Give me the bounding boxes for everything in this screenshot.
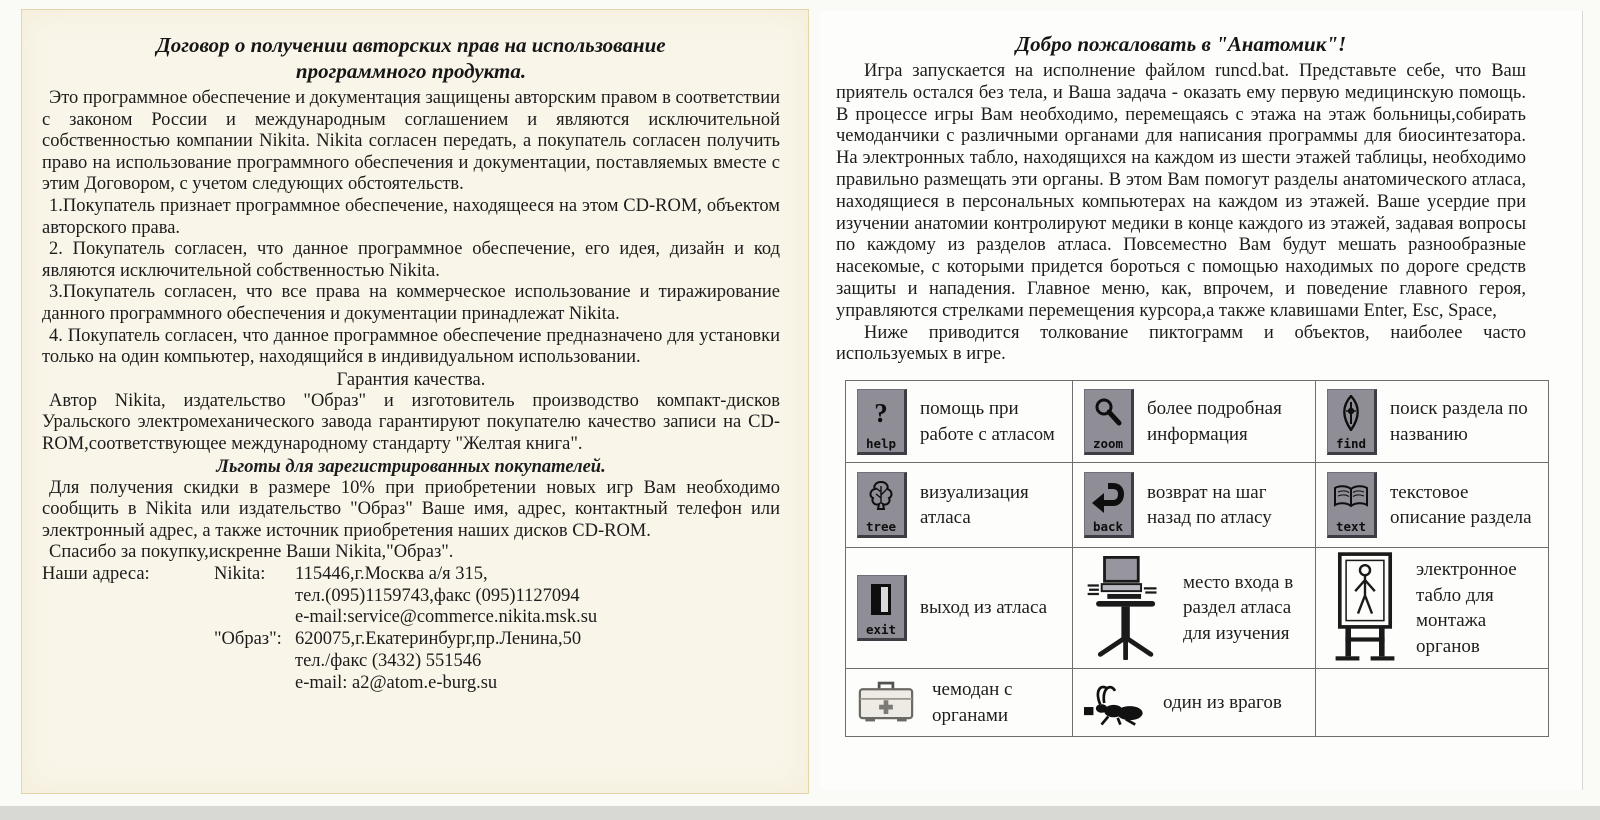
obraz-address: 620075,г.Екатеринбург,пр.Ленина,50 bbox=[295, 629, 582, 650]
thanks-line: Спасибо за покупку,искренне Ваши Nikita,"Образ". bbox=[49, 542, 454, 563]
zoom-button-icon bbox=[1084, 389, 1134, 455]
legend-cell-find bbox=[1316, 381, 1549, 463]
welcome-intro: Игра запускается на исполнение файлом runcd.bat. Представьте себе, что Ваш приятель остался без тела, и Ваша задача - оказать ему первую медицинскую помощь. В процессе игры Вам необходимо, перемещаясь с этажа на этаж больницы,собирать чемоданчики с различными органами для написания программы для биосинтезатора. На электронных табло, находящихся на каждом из шести этажей таблицы, необходимо правильно размещать эти органы. В этом Вам помогут разделы анатомического атласа, находящиеся в персональных компьютерах на каждом из этажей. Ваше усердие при изучении анатомии контролируют медики в конце каждого из этажей, задавая вопросы по каждому из разделов атласа. Повсеместно Вам будут мешать разнообразные насекомые, с которыми придется бороться с помощью находимых по дороге средств защиты и нападения. Главное меню, как, впрочем, и поведение главного героя, управляются стрелками перемещения курсора,а также клавишами Enter, Esc, Space, bbox=[836, 61, 1526, 321]
legend-cell-enemy bbox=[1073, 669, 1316, 737]
right-page-welcome bbox=[820, 11, 1583, 790]
address-row bbox=[42, 673, 780, 695]
legend-cell-exit bbox=[846, 548, 1073, 669]
nikita-email: e-mail:service@commerce.nikita.msk.su bbox=[295, 607, 598, 628]
back-button-icon bbox=[1084, 472, 1134, 538]
obraz-email: e-mail: a2@atom.e-burg.su bbox=[295, 672, 498, 693]
legend-cell-suitcase bbox=[846, 669, 1073, 737]
legend-table bbox=[845, 380, 1549, 737]
legend-desc: электронное табло для монтажа органов bbox=[1416, 559, 1517, 657]
find-button-label: find bbox=[1335, 435, 1367, 451]
legend-desc: помощь при работе с атласом bbox=[920, 398, 1055, 445]
help-button-label: help bbox=[865, 435, 897, 451]
legend-cell-empty bbox=[1316, 669, 1549, 737]
legend-cell-text bbox=[1316, 463, 1549, 548]
find-button-icon bbox=[1327, 389, 1377, 455]
legend-cell-back bbox=[1073, 463, 1316, 548]
legend-row-4 bbox=[846, 669, 1549, 737]
open-book-glyph bbox=[1333, 484, 1369, 510]
legend-desc: возврат на шаг назад по атласу bbox=[1147, 481, 1272, 529]
body-board-icon bbox=[1327, 552, 1403, 664]
question-mark-glyph: ? bbox=[874, 397, 888, 428]
legend-intro: Ниже приводится толкование пиктограмм и объектов, наиболее часто используемых в игре. bbox=[836, 322, 1526, 365]
legend-cell-computer bbox=[1073, 548, 1316, 669]
address-row bbox=[42, 586, 780, 608]
magnifier-glyph bbox=[1093, 397, 1123, 429]
obraz-phone: тел./факс (3432) 551546 bbox=[295, 651, 482, 672]
legend-row-1 bbox=[846, 381, 1549, 463]
scan-bottom-edge bbox=[0, 806, 1600, 820]
text-button-icon bbox=[1327, 472, 1377, 538]
addresses-label: Наши адреса: bbox=[42, 563, 150, 584]
address-row bbox=[42, 651, 780, 673]
address-row bbox=[42, 607, 780, 629]
back-arrow-glyph bbox=[1091, 481, 1125, 513]
address-row bbox=[42, 564, 780, 586]
door-glyph bbox=[869, 583, 893, 617]
legend-cell-help bbox=[846, 381, 1073, 463]
addresses-block bbox=[42, 564, 780, 695]
enemy-ant-icon bbox=[1084, 680, 1146, 726]
legend-cell-tree bbox=[846, 463, 1073, 548]
quality-text: Автор Nikita, издательство "Образ" и изготовитель производство компакт-дисков Уральского электромеханического завода гарантируют покупателю качество записи на CD-ROM,соответствующее международному стандарту "Желтая книга". bbox=[42, 390, 780, 454]
organ-suitcase-icon bbox=[857, 681, 915, 725]
license-item-4: 4. Покупатель согласен, что данное программное обеспечение предназначено для установки только на один компьютер, находящийся в индивидуальном использовании. bbox=[42, 325, 780, 368]
legend-desc: текстовое описание раздела bbox=[1390, 481, 1532, 529]
benefits-text: Для получения скидки в размере 10% при приобретении новых игр Вам необходимо сообщить в Nikita или издательство "Образ" Ваше имя, адрес, контактный телефон или электронный адрес, а также источник приобретения наших дисков CD-ROM. bbox=[42, 477, 780, 541]
exit-button-label: exit bbox=[865, 622, 897, 638]
legend-row-3 bbox=[846, 548, 1549, 669]
tree-button-icon bbox=[857, 472, 907, 538]
legend-desc: чемодан с органами bbox=[932, 679, 1013, 726]
welcome-title: Добро пожаловать в "Анатомик"! bbox=[1015, 32, 1347, 56]
nikita-label: Nikita: bbox=[214, 563, 266, 584]
legend-desc: выход из атласа bbox=[920, 597, 1048, 619]
left-page-license-agreement bbox=[21, 9, 809, 794]
address-row bbox=[42, 629, 780, 651]
back-button-label: back bbox=[1092, 519, 1124, 535]
obraz-label: "Образ": bbox=[214, 629, 282, 650]
legend-desc: более подробная информация bbox=[1147, 398, 1282, 445]
license-title: Договор о получении авторских прав на использование программного продукта. bbox=[156, 33, 666, 83]
legend-desc: место входа в раздел атласа для изучения bbox=[1183, 571, 1294, 644]
license-item-2: 2. Покупатель согласен, что данное программное обеспечение, его идея, дизайн и код являются исключительной собственностью Nikita. bbox=[42, 239, 780, 281]
quality-heading: Гарантия качества. bbox=[336, 369, 486, 390]
legend-desc: один из врагов bbox=[1163, 691, 1282, 713]
license-intro: Это программное обеспечение и документация защищены авторским правом в соответствии с законом России и международным соглашением и являются исключительной собственностью компании Nikita. Nikita согласен передать, а покупатель согласен получить право на использование программного обеспечения и документации, поставляемых вместе с этим Договором, с учетом следующих обстоятельств. bbox=[42, 88, 780, 195]
legend-desc: визуализация атласа bbox=[920, 481, 1029, 529]
nikita-address: 115446,г.Москва а/я 315, bbox=[295, 563, 488, 584]
legend-desc: поиск раздела по названию bbox=[1390, 398, 1528, 445]
nikita-phone: тел.(095)1159743,факс (095)1127094 bbox=[295, 585, 580, 606]
computer-desk-icon bbox=[1084, 556, 1170, 660]
tree-button-label: tree bbox=[865, 519, 897, 535]
exit-button-icon bbox=[857, 575, 907, 641]
legend-cell-zoom bbox=[1073, 381, 1316, 463]
zoom-button-label: zoom bbox=[1092, 435, 1124, 451]
tree-glyph bbox=[866, 481, 896, 513]
help-button-icon bbox=[857, 389, 907, 455]
legend-cell-body-board bbox=[1316, 548, 1549, 669]
license-item-1: 1.Покупатель признает программное обеспечение, находящееся на этом CD-ROM, объектом авторского права. bbox=[42, 195, 780, 238]
text-button-label: text bbox=[1335, 519, 1367, 535]
benefits-heading: Льготы для зарегистрированных покупателей. bbox=[216, 456, 606, 477]
license-item-3: 3.Покупатель согласен, что все права на коммерческое использование и тиражирование данного программного обеспечения и документации принадлежат Nikita. bbox=[42, 282, 780, 324]
find-eye-glyph bbox=[1337, 395, 1365, 431]
legend-row-2 bbox=[846, 463, 1549, 548]
